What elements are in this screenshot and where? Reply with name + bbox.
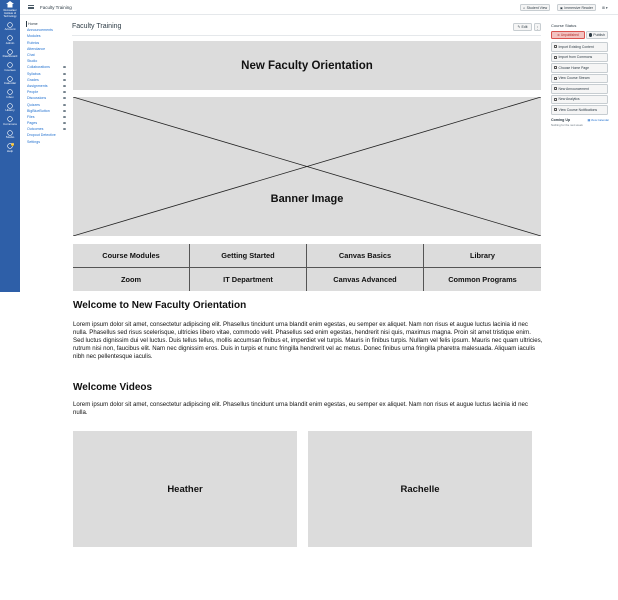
global-nav — [0, 0, 20, 292]
course-nav-label: Dropout Detective — [27, 133, 56, 138]
global-nav-label: Commons — [3, 121, 17, 126]
unpublished-label: Unpublished — [560, 33, 579, 37]
book-icon: ▣ — [560, 5, 563, 10]
course-nav-label: Attendance — [27, 46, 46, 51]
grid-link-zoom[interactable]: Zoom — [73, 268, 190, 292]
hidden-eye-icon — [63, 110, 66, 112]
hero-text: New Faculty Orientation — [241, 59, 373, 72]
publish-button[interactable] — [586, 31, 608, 39]
global-nav-courses[interactable] — [0, 61, 20, 74]
global-nav-dashboard[interactable] — [0, 47, 20, 60]
grid-link-it-department[interactable]: IT Department — [190, 268, 307, 292]
view-calendar-label: View Calendar — [590, 117, 609, 122]
course-nav-label: Discussions — [27, 96, 47, 101]
sidebar-import-existing-content-button[interactable] — [551, 42, 608, 52]
course-nav-label: Syllabus — [27, 71, 41, 76]
hero-banner — [73, 41, 541, 90]
immersive-reader-label: Immersive Reader — [564, 5, 593, 10]
course-sidebar — [551, 23, 609, 127]
welcome-heading: Welcome to New Faculty Orientation — [73, 300, 247, 311]
logo-text: Rensselaer Institute of Technology — [3, 9, 17, 18]
hidden-eye-icon — [63, 91, 66, 93]
video-label: Heather — [167, 483, 203, 495]
course-nav-label: Announcements — [27, 28, 53, 33]
ban-icon: ⊘ — [557, 33, 560, 37]
course-nav-label: Grades — [27, 77, 39, 82]
breadcrumb[interactable]: Faculty Training — [40, 4, 72, 10]
announcement-icon — [554, 87, 557, 90]
videos-heading: Welcome Videos — [73, 382, 153, 393]
grid-link-library[interactable]: Library — [424, 244, 541, 268]
more-vertical-icon: ⋮ — [535, 24, 540, 30]
hidden-eye-icon — [63, 85, 66, 87]
edit-label: Edit — [521, 25, 528, 29]
hidden-eye-icon — [63, 116, 66, 118]
hidden-eye-icon — [63, 122, 66, 124]
global-nav-label: Help — [6, 148, 14, 153]
sidebar-button-label: New Analytics — [558, 97, 580, 102]
sidebar-button-label: Choose Home Page — [558, 65, 590, 70]
global-nav-label: Inbox — [6, 94, 14, 99]
hidden-eye-icon — [63, 73, 66, 75]
hidden-eye-icon — [63, 66, 66, 68]
course-nav-label: Chat — [27, 53, 35, 58]
global-nav-calendar[interactable] — [0, 74, 20, 87]
sidebar-button-label: View Course Notifications — [558, 107, 598, 112]
sidebar-button-label: New Announcement — [558, 86, 589, 91]
hidden-eye-icon — [63, 128, 66, 130]
hidden-eye-icon — [63, 79, 66, 81]
top-bar — [20, 0, 618, 15]
global-nav-label: History — [5, 108, 15, 113]
help-badge: 10 — [11, 142, 14, 146]
glasses-icon: ∞ — [523, 5, 526, 10]
course-nav-label: Assignments — [27, 83, 48, 88]
video-rachelle[interactable] — [308, 431, 532, 547]
global-nav-account[interactable] — [0, 20, 20, 33]
global-nav-label: Courses — [4, 67, 16, 72]
edit-button[interactable] — [513, 23, 532, 31]
sidebar-choose-home-page-button[interactable] — [551, 63, 608, 73]
sidebar-button-label: Import Existing Content — [558, 44, 594, 49]
analytics-icon — [554, 98, 557, 101]
course-nav-label: Studio — [27, 59, 38, 64]
grid-link-getting-started[interactable]: Getting Started — [190, 244, 307, 268]
video-heather[interactable] — [73, 431, 297, 547]
global-nav-commons[interactable] — [0, 115, 20, 128]
course-nav-label: Rubrics — [27, 40, 40, 45]
video-label: Rachelle — [400, 483, 440, 495]
coming-up-empty: Nothing for the next week — [551, 122, 583, 127]
course-nav-label: Home — [28, 22, 38, 27]
sidebar-new-analytics-button[interactable] — [551, 95, 608, 105]
grid-link-canvas-basics[interactable]: Canvas Basics — [307, 244, 424, 268]
global-nav-admin[interactable] — [0, 34, 20, 47]
videos-text: Lorem ipsum dolor sit amet, consectetur adipiscing elit. Phasellus tincidunt urna blandit enim egestas, eu semper ex aliquet. Nam non risus et augue luctus lacinia id nec nulla. — [73, 401, 528, 416]
divider — [72, 35, 541, 36]
course-status-title: Course Status — [551, 23, 577, 28]
stream-icon — [554, 77, 557, 80]
banner-text: Banner Image — [270, 193, 344, 205]
hidden-eye-icon — [63, 97, 66, 99]
global-nav-label: Account — [4, 27, 16, 32]
notifications-icon — [554, 108, 557, 111]
grid-link-course-modules[interactable]: Course Modules — [73, 244, 190, 268]
sidebar-button-label: Import from Commons — [558, 55, 593, 60]
sidebar-view-course-stream-button[interactable] — [551, 74, 608, 84]
global-nav-label: Dashboard — [2, 54, 18, 59]
commons-icon — [554, 56, 557, 59]
pencil-icon: ✎ — [517, 25, 521, 29]
more-options-button[interactable] — [534, 23, 541, 31]
image-placeholder-cross — [73, 97, 541, 236]
global-nav-label: Calendar — [3, 81, 17, 86]
course-nav-item-settings[interactable] — [26, 139, 66, 145]
coming-up-heading: Coming Up — [551, 117, 571, 122]
global-nav-history[interactable] — [0, 101, 20, 114]
course-nav-label: Quizzes — [27, 102, 40, 107]
course-nav-label: Settings — [27, 139, 40, 144]
publish-label: Publish — [593, 33, 605, 37]
page-title: Faculty Training — [72, 23, 122, 30]
global-nav-label: Admin — [5, 40, 15, 45]
course-nav-label: Modules — [27, 34, 41, 39]
logo-icon — [6, 1, 14, 8]
unpublished-button[interactable] — [551, 31, 585, 39]
course-nav-label: Files — [27, 114, 35, 119]
global-nav-label: Studio — [5, 135, 15, 140]
view-calendar-link[interactable]: ▦ View Calendar — [587, 117, 609, 122]
course-nav-label: People — [27, 90, 39, 95]
student-view-button[interactable] — [520, 4, 550, 11]
hamburger-menu-icon[interactable] — [28, 5, 34, 9]
global-nav-studio[interactable] — [0, 128, 20, 141]
navigation-grid — [73, 244, 541, 291]
check-circle-icon — [589, 33, 592, 36]
welcome-text: Lorem ipsum dolor sit amet, consectetur adipiscing elit. Phasellus tincidunt urna blandit enim egestas, eu semper ex aliquet. Nam non risus et augue luctus lacinia id nec nulla. Phasellus sed risus scelerisque, ultricies libero vitae, commodo velit. Phasellus sed enim egestas, hendrerit nisi quis, maximus magna. Proin sit amet tristique enim. Sed luctus dignissim dui vel luctus. Duis tellus tellus, mollis accumsan finibus et, imperdiet vel turpis. Mauris in finibus turpis. Nullam vel felis ipsum. Mauris nec quam ultricies, rutrum nisi non, faucibus elit. Nam nec dignissim eros. Duis in turpis et nunc fringilla hendrerit vel ac metus. Donec finibus urna fringilla pharetra malesuada. Aliquam iaculis nibh nec pellentesque iaculis. — [73, 321, 543, 360]
course-nav — [26, 21, 66, 145]
course-nav-label: Collaborations — [27, 65, 50, 70]
global-nav-inbox[interactable] — [0, 88, 20, 101]
sidebar-toggle-icon[interactable]: ⊞ ▾ — [602, 5, 608, 10]
import-icon — [554, 45, 557, 48]
course-nav-label: Pages — [27, 121, 38, 126]
sidebar-view-course-notifications-button[interactable] — [551, 105, 608, 115]
grid-link-canvas-advanced[interactable]: Canvas Advanced — [307, 268, 424, 292]
student-view-label: Student View — [526, 5, 548, 10]
hidden-eye-icon — [63, 104, 66, 106]
course-nav-label: Outcomes — [27, 127, 44, 132]
sidebar-import-from-commons-button[interactable] — [551, 53, 608, 63]
sidebar-new-announcement-button[interactable] — [551, 84, 608, 94]
banner-image — [73, 97, 541, 236]
grid-link-common-programs[interactable]: Common Programs — [448, 274, 517, 284]
sidebar-button-label: View Course Stream — [558, 76, 590, 81]
global-nav-help[interactable] — [0, 142, 20, 155]
immersive-reader-button[interactable] — [557, 4, 596, 11]
institution-logo[interactable] — [0, 0, 20, 20]
course-nav-label: BigBlueButton — [27, 108, 50, 113]
home-icon — [554, 66, 557, 69]
